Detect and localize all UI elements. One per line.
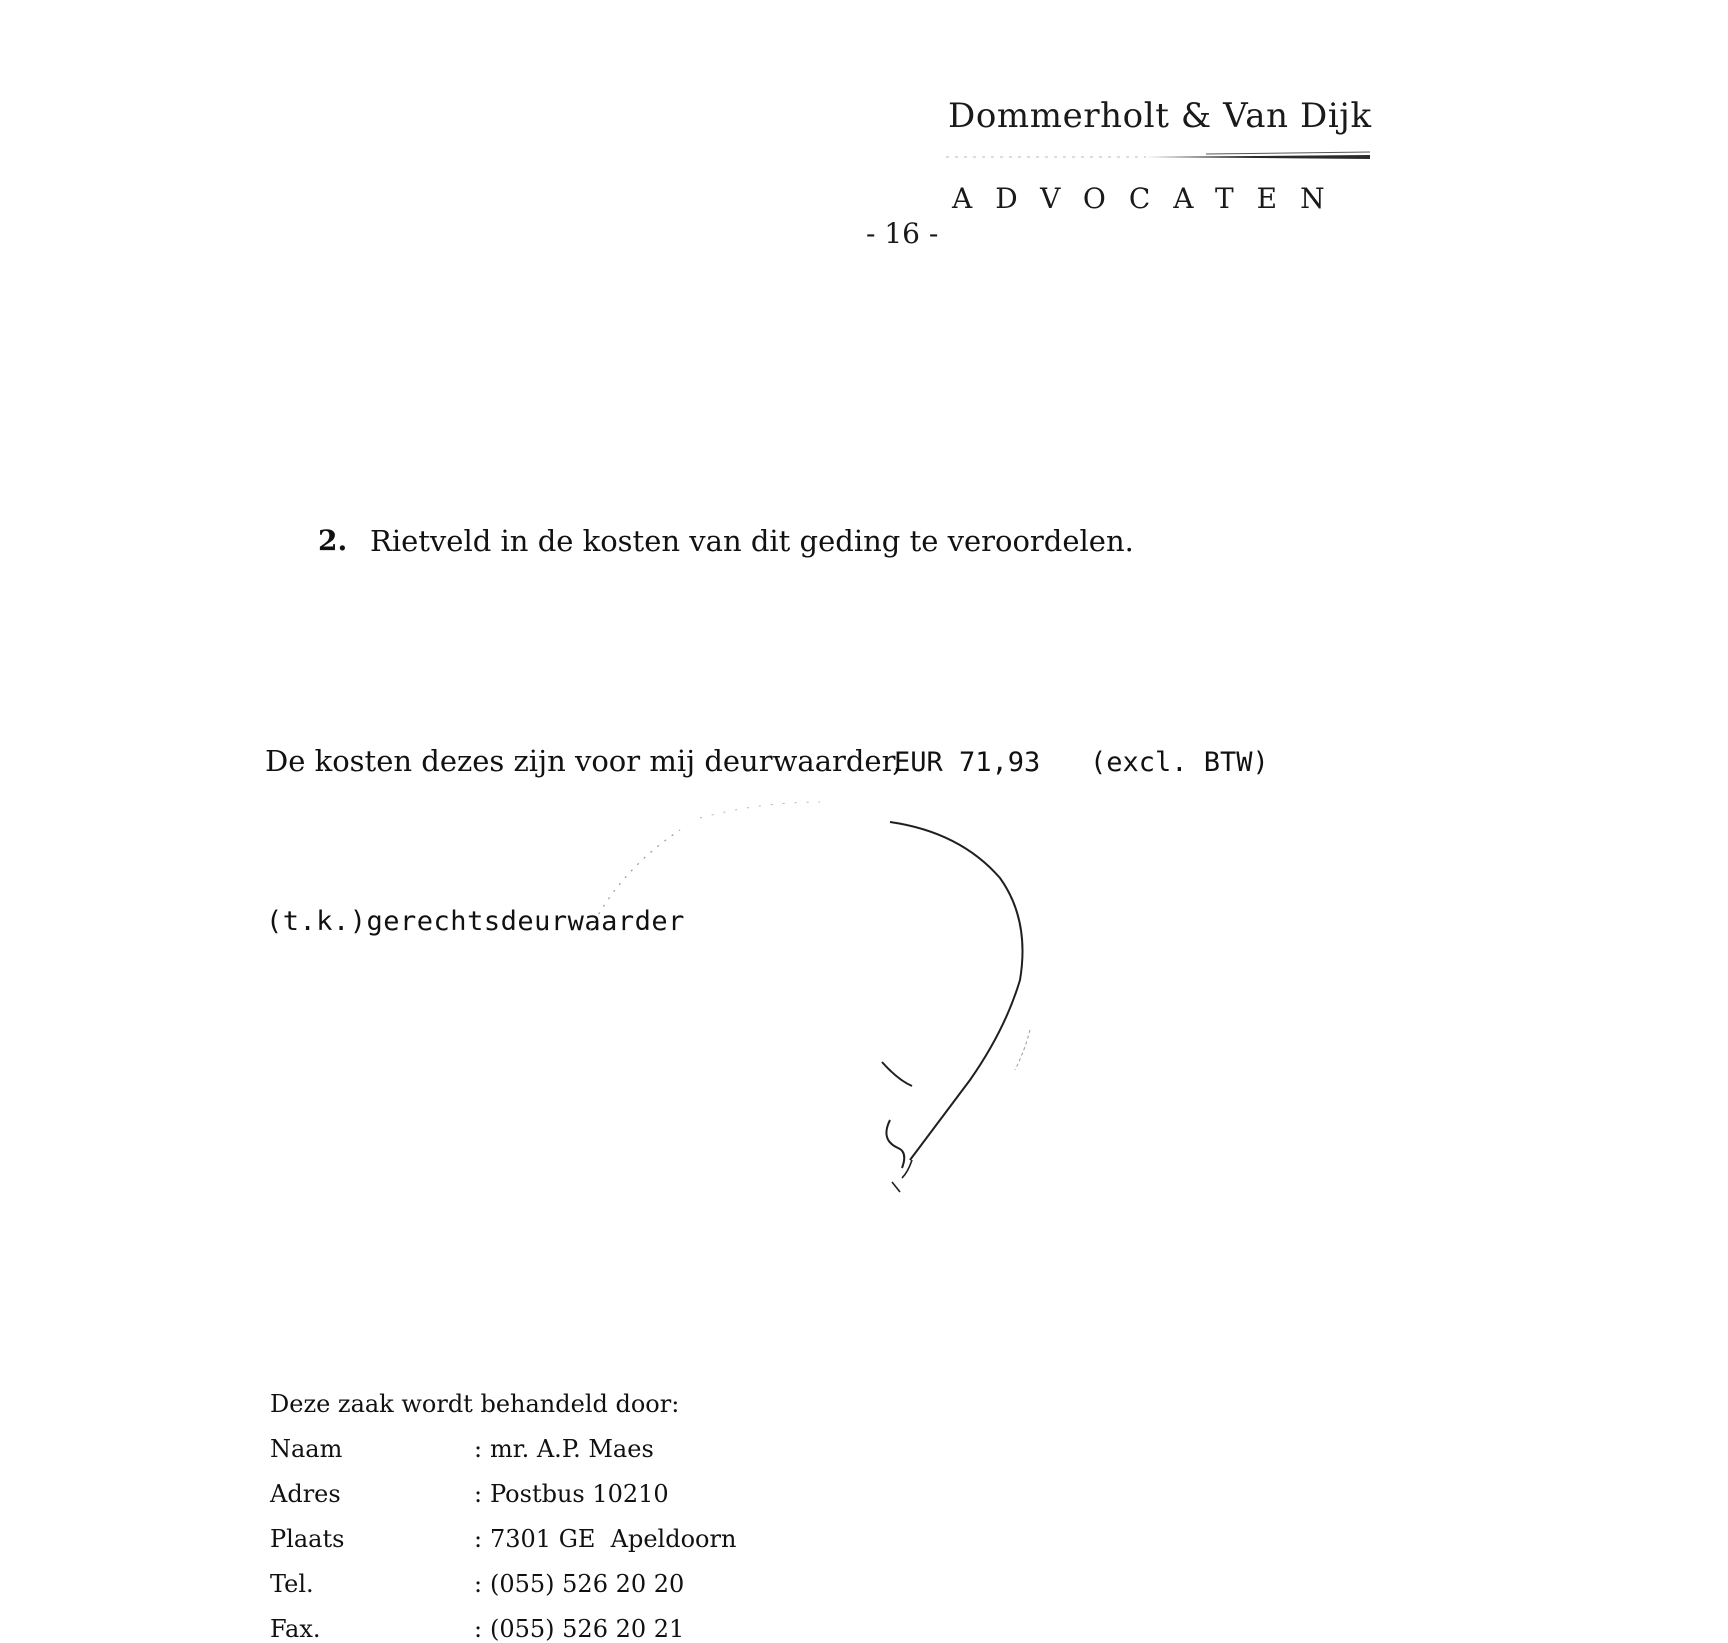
contact-separator: : [474,1570,483,1598]
item-text: Rietveld in de kosten van dit geding te veroordelen. [370,524,1134,558]
contact-label: Fax. [270,1615,321,1643]
contact-separator: : [474,1435,483,1463]
contact-label: Naam [270,1435,343,1463]
handwritten-signature [560,780,1120,1220]
contact-value: 7301 GE Apeldoorn [490,1525,737,1553]
contact-row-tel [270,1570,970,1610]
page-number: - 16 - [866,217,939,250]
letterhead-rule [946,146,1370,162]
contact-row-adres [270,1480,970,1520]
costs-note: (excl. BTW) [1090,747,1269,778]
contact-separator: : [474,1525,483,1553]
contact-separator: : [474,1480,483,1508]
contact-row-naam [270,1435,970,1475]
bailiff-title: (t.k.)gerechtsdeurwaarder [266,906,685,937]
contact-value: mr. A.P. Maes [490,1435,654,1463]
contact-label: Tel. [270,1570,314,1598]
contact-label: Plaats [270,1525,345,1553]
contact-label: Adres [270,1480,341,1508]
contact-row-plaats [270,1525,970,1565]
item-number: 2. [318,524,348,557]
firm-subtitle: ADVOCATEN [952,182,1348,215]
firm-name: Dommerholt & Van Dijk [948,96,1372,136]
contact-value: (055) 526 20 20 [490,1570,685,1598]
contact-intro: Deze zaak wordt behandeld door: [270,1390,680,1418]
costs-amount: EUR 71,93 [894,747,1041,778]
contact-row-fax [270,1615,970,1642]
contact-value: Postbus 10210 [490,1480,669,1508]
contact-separator: : [474,1615,483,1643]
contact-value: (055) 526 20 21 [490,1615,685,1643]
costs-label: De kosten dezes zijn voor mij deurwaarder, [265,744,902,778]
